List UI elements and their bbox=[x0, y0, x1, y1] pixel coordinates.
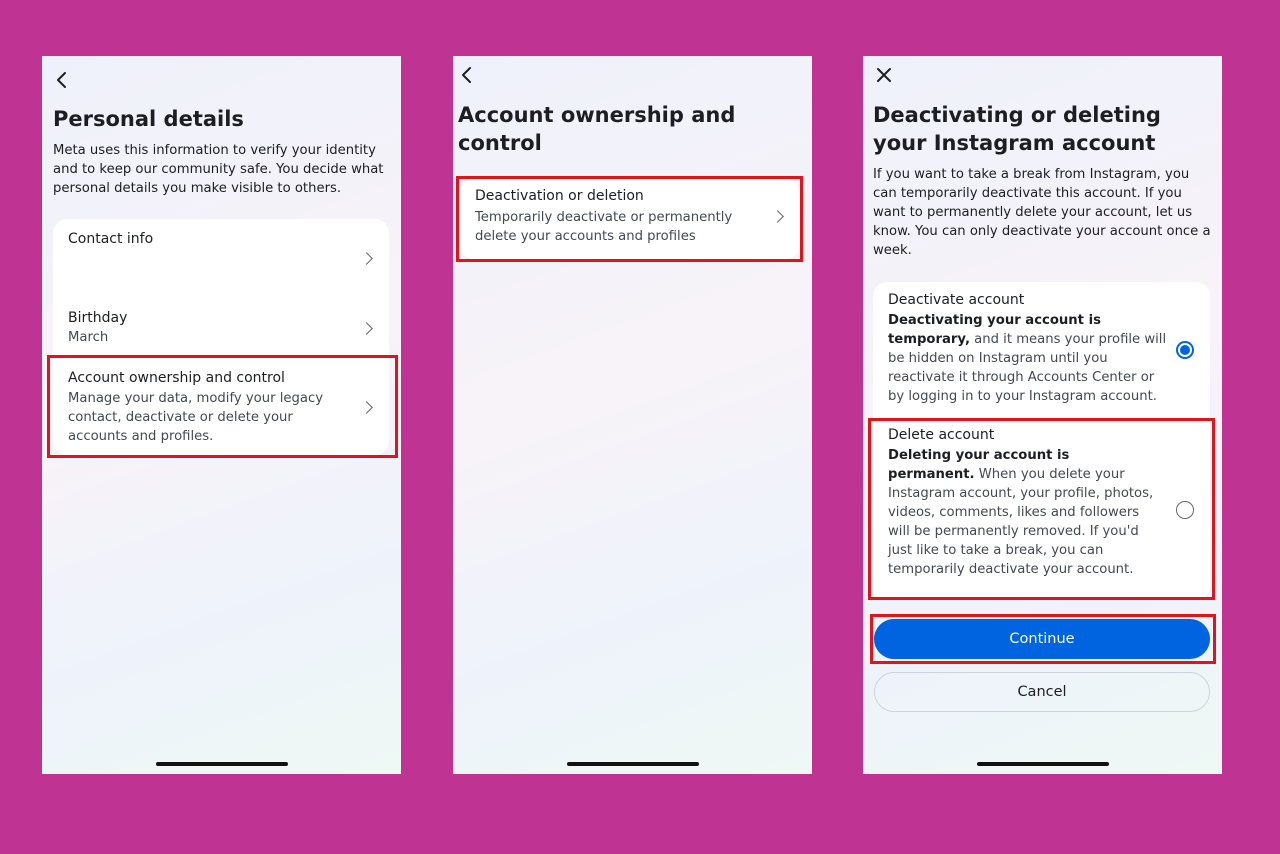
page-description: If you want to take a break from Instagram, you can temporarily deactivate this account. If you want to permanently delete your account, let us know. You can only deactivate your account once a week. bbox=[873, 167, 1211, 258]
back-icon[interactable] bbox=[460, 66, 474, 84]
account-ownership-screen bbox=[453, 56, 812, 774]
highlight-box bbox=[868, 418, 1215, 600]
row-subtitle: Temporarily deactivate or permanently delete your accounts and profiles bbox=[475, 210, 733, 244]
contact-info-row[interactable] bbox=[53, 219, 389, 295]
chevron-right-icon bbox=[360, 322, 373, 335]
deactivate-delete-screen bbox=[863, 56, 1222, 774]
row-title: Deactivation or deletion bbox=[475, 188, 644, 204]
deactivate-radio[interactable] bbox=[1176, 341, 1194, 359]
option-title: Delete account bbox=[888, 427, 995, 443]
row-title: Account ownership and control bbox=[68, 370, 285, 386]
option-text: and it means your profile will be hidden on Instagram until you reactivate it through Accounts Center or by logging in to your Instagram account. bbox=[888, 332, 1167, 404]
home-indicator bbox=[977, 762, 1109, 766]
row-subtitle: March bbox=[68, 330, 109, 345]
continue-button[interactable]: Continue bbox=[874, 619, 1210, 659]
personal-details-screen bbox=[42, 56, 401, 774]
page-title: Personal details bbox=[53, 107, 244, 131]
option-text: When you delete your Instagram account, your profile, photos, videos, comments, likes and followers will be permanently removed. If you'd just like to take a break, you can temporarily deactivate your account. bbox=[888, 467, 1154, 577]
home-indicator bbox=[156, 762, 288, 766]
home-indicator bbox=[567, 762, 699, 766]
close-icon[interactable] bbox=[876, 67, 892, 83]
cancel-button[interactable]: Cancel bbox=[874, 672, 1210, 712]
page-title: Account ownership and control bbox=[458, 103, 736, 155]
page-description: Meta uses this information to verify your identity and to keep our community safe. You decide what personal details you make visible to others. bbox=[53, 143, 384, 196]
back-icon[interactable] bbox=[55, 71, 69, 89]
deactivate-option[interactable] bbox=[873, 282, 1210, 418]
option-title: Deactivate account bbox=[888, 292, 1025, 308]
option-body bbox=[888, 311, 1168, 406]
row-title: Birthday bbox=[68, 310, 128, 326]
option-bold: Deleting your account is permanent. bbox=[888, 448, 1070, 482]
birthday-row[interactable] bbox=[53, 297, 389, 357]
row-subtitle: Manage your data, modify your legacy contact, deactivate or delete your accounts and profiles. bbox=[68, 391, 323, 444]
chevron-right-icon bbox=[360, 252, 373, 265]
highlight-box bbox=[870, 614, 1216, 664]
option-bold: Deactivating your account is temporary, bbox=[888, 313, 1101, 347]
page-title: Deactivating or deleting your Instagram account bbox=[873, 103, 1161, 155]
highlight-box bbox=[456, 176, 803, 262]
highlight-box bbox=[47, 355, 398, 458]
row-title: Contact info bbox=[68, 231, 154, 247]
